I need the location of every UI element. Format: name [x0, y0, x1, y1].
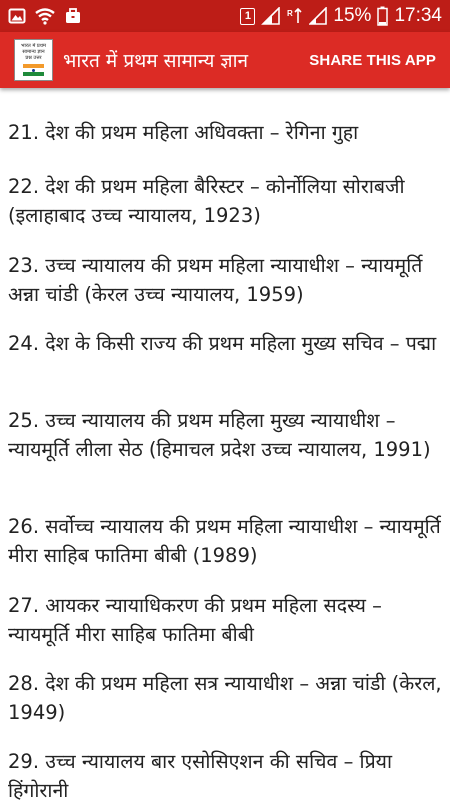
battery-icon [377, 6, 388, 26]
clock: 17:34 [394, 5, 442, 26]
mobile-data-icon [287, 7, 303, 25]
list-item: 27. आयकर न्यायाधिकरण की प्रथम महिला सदस्य – न्यायमूर्ति मीरा साहिब फातिमा बीबी [8, 594, 382, 646]
list-item: 29. उच्च न्यायालय बार एसोसिएशन की सचिव – प्रिया हिंगोरानी [8, 750, 393, 800]
share-app-button[interactable]: SHARE THIS APP [309, 51, 436, 69]
app-bar [0, 32, 450, 88]
india-flag-icon [23, 64, 44, 76]
image-icon [8, 7, 26, 25]
sim-icon: 1 [240, 8, 255, 25]
briefcase-icon [64, 7, 82, 25]
list-item: 25. उच्च न्यायालय की प्रथम महिला मुख्य न्यायाधीश – न्यायमूर्ति लीला सेठ (हिमाचल प्रदेश उच्च न्यायालय, 1991) [8, 409, 431, 461]
list-item: 24. देश के किसी राज्य की प्रथम महिला मुख्य सचिव – पद्मा [8, 332, 437, 355]
list-item: 26. सर्वोच्च न्यायालय की प्रथम महिला न्यायाधीश – न्यायमूर्ति मीरा साहिब फातिमा बीबी (1989) [8, 515, 441, 567]
signal-strength-icon [309, 7, 327, 25]
app-title: भारत में प्रथम सामान्य ज्ञान [63, 50, 249, 72]
battery-percent: 15% [333, 5, 372, 26]
wifi-icon [35, 7, 55, 25]
status-bar [0, 0, 450, 32]
list-item: 22. देश की प्रथम महिला बैरिस्टर – कोर्नोलिया सोराबजी (इलाहाबाद उच्च न्यायालय, 1923) [8, 175, 405, 227]
list-item: 23. उच्च न्यायालय की प्रथम महिला न्यायाधीश – न्यायमूर्ति अन्ना चांडी (केरल उच्च न्यायालय, 1959) [8, 254, 423, 306]
logo-text: भारत में प्रथम सामान्य ज्ञान प्रश्न उत्तर [21, 43, 46, 61]
app-logo [14, 39, 53, 81]
list-item: 21. देश की प्रथम महिला अधिवक्ता – रेगिना गुहा [8, 121, 359, 144]
list-item: 28. देश की प्रथम महिला सत्र न्यायाधीश – अन्ना चांडी (केरल, 1949) [8, 672, 442, 724]
signal-icon [261, 7, 281, 25]
content-list[interactable] [0, 88, 450, 800]
svg-text:R: R [287, 9, 294, 18]
